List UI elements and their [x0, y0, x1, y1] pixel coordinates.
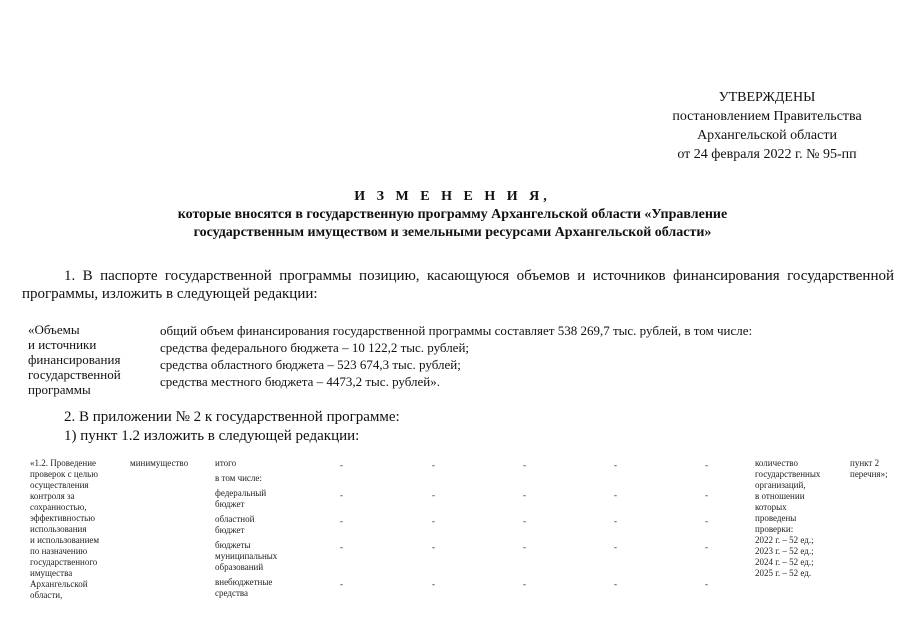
- passport-right-line: общий объем финансирования государственной программы составляет 538 269,7 тыс. рублей, в том числе:: [160, 323, 753, 338]
- dash-cell: -: [340, 460, 343, 470]
- dash-cell: -: [340, 516, 343, 526]
- passport-right-line: средства федерального бюджета – 10 122,2 тыс. рублей;: [160, 340, 470, 355]
- result-line: количество: [755, 458, 798, 468]
- passport-left-column: [28, 322, 148, 397]
- dash-cell: -: [432, 460, 435, 470]
- result-line: 2023 г. – 52 ед.;: [755, 546, 814, 556]
- dash-cell: -: [523, 490, 526, 500]
- approved-date-line: от 24 февраля 2022 г. № 95-пп: [677, 147, 857, 162]
- dash-cell: -: [614, 542, 617, 552]
- passport-left-line: и источники: [28, 337, 97, 352]
- dash-cell: -: [340, 490, 343, 500]
- dash-cell: -: [432, 579, 435, 589]
- approval-block: [637, 88, 897, 164]
- approved-by-line: постановлением Правительства: [672, 109, 862, 124]
- dash-cell: -: [340, 542, 343, 552]
- result-line: которых: [755, 502, 787, 512]
- result-line: 2024 г. – 52 ед.;: [755, 557, 814, 567]
- approved-region-line: Архангельской области: [697, 128, 837, 143]
- measure-line: эффективностью: [30, 513, 95, 523]
- passport-left-line: финансирования: [28, 352, 121, 367]
- title-main: И З М Е Н Е Н И Я,: [354, 189, 551, 204]
- measure-line: государственного: [30, 557, 98, 567]
- measure-line: контроля за: [30, 491, 75, 501]
- source-incl: в том числе:: [215, 473, 262, 483]
- passport-left-line: «Объемы: [28, 322, 80, 337]
- dash-cell: -: [614, 579, 617, 589]
- source-municipal-2: муниципальных: [215, 551, 278, 561]
- dash-cell: -: [523, 516, 526, 526]
- passport-right-line: средства местного бюджета – 4473,2 тыс. рублей».: [160, 374, 440, 389]
- dash-cell: -: [705, 490, 708, 500]
- source-regional-1: областной: [215, 514, 255, 524]
- result-line: государственных: [755, 469, 821, 479]
- passport-left-line: программы: [28, 382, 91, 397]
- reference-line: пункт 2: [850, 458, 880, 468]
- result-line: проведены: [755, 513, 797, 523]
- dash-cell: -: [614, 490, 617, 500]
- passport-right-line: средства областного бюджета – 523 674,3 тыс. рублей;: [160, 357, 461, 372]
- table-col-executor: минимущество: [130, 458, 189, 468]
- source-federal-1: федеральный: [215, 488, 267, 498]
- source-extra-1: внебюджетные: [215, 577, 273, 587]
- reference-line: перечня»;: [850, 469, 888, 479]
- result-line: проверки:: [755, 524, 794, 534]
- measure-line: использования: [30, 524, 87, 534]
- paragraph-1: 1. В паспорте государственной программы позицию, касающуюся объемов и источников финансирования государственной программы, изложить в следующей редакции:: [22, 268, 894, 302]
- dash-cell: -: [432, 542, 435, 552]
- measure-line: Архангельской: [30, 579, 88, 589]
- source-municipal-1: бюджеты: [215, 540, 251, 550]
- source-extra-2: средства: [215, 588, 249, 598]
- dash-cell: -: [614, 460, 617, 470]
- source-regional-2: бюджет: [215, 525, 245, 535]
- approved-heading: УТВЕРЖДЕНЫ: [718, 90, 816, 105]
- dash-cell: -: [705, 516, 708, 526]
- dash-cell: -: [340, 579, 343, 589]
- measure-line: осуществления: [30, 480, 89, 490]
- passport-right-column: [160, 322, 860, 390]
- dash-cell: -: [705, 579, 708, 589]
- dash-cell: -: [705, 460, 708, 470]
- result-line: 2022 г. – 52 ед.;: [755, 535, 814, 545]
- measure-line: и использованием: [30, 535, 100, 545]
- result-line: организаций,: [755, 480, 806, 490]
- result-line: в отношении: [755, 491, 805, 501]
- dash-cell: -: [705, 542, 708, 552]
- source-municipal-3: образований: [215, 562, 264, 572]
- source-total: итого: [215, 458, 237, 468]
- dash-cell: -: [432, 490, 435, 500]
- measure-line: имущества: [30, 568, 73, 578]
- source-federal-2: бюджет: [215, 499, 245, 509]
- measure-line: по назначению: [30, 546, 88, 556]
- result-line: 2025 г. – 52 ед.: [755, 568, 812, 578]
- title-sub-2: государственным имуществом и земельными ресурсами Архангельской области»: [193, 225, 712, 240]
- dash-cell: -: [523, 542, 526, 552]
- dash-cell: -: [523, 460, 526, 470]
- measure-line: сохранностью,: [30, 502, 87, 512]
- table-col-measure: [30, 458, 120, 601]
- paragraph-3: 1) пункт 1.2 изложить в следующей редакции:: [64, 428, 360, 444]
- title-sub-1: которые вносятся в государственную программу Архангельской области «Управление: [177, 207, 728, 222]
- measure-line: области,: [30, 590, 63, 600]
- table-col-result: [755, 458, 845, 579]
- dash-cell: -: [614, 516, 617, 526]
- measure-line: «1.2. Проведение: [30, 458, 97, 468]
- dash-cell: -: [432, 516, 435, 526]
- dash-cell: -: [523, 579, 526, 589]
- document-title: [0, 188, 905, 242]
- table-col-reference: [850, 458, 905, 480]
- passport-left-line: государственной: [28, 367, 121, 382]
- paragraph-2: 2. В приложении № 2 к государственной программе:: [64, 409, 400, 425]
- measure-line: проверок с целью: [30, 469, 99, 479]
